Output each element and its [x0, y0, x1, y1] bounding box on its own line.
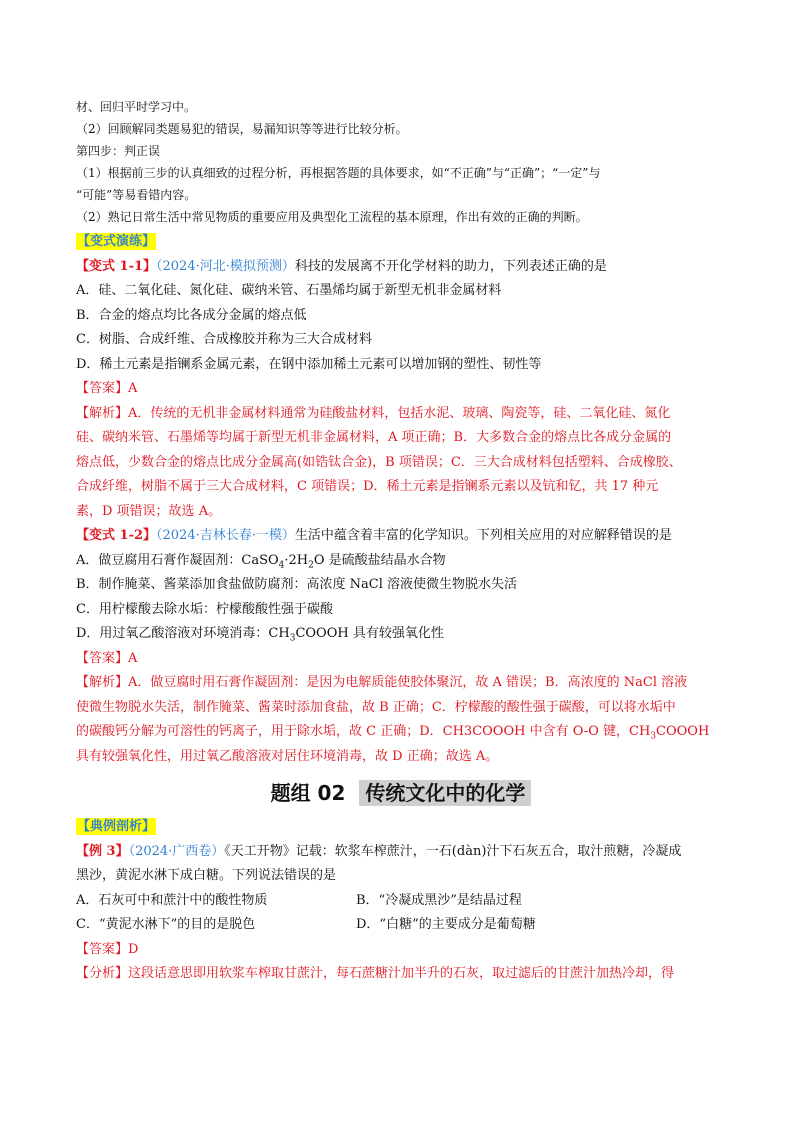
question-source: （2024·广西卷） [128, 843, 225, 859]
options-row-2 [76, 913, 726, 938]
question-1-1-stem [76, 255, 726, 280]
analysis-line-2: 硅、碳纳米管、石墨烯等均属于新型无机非金属材料，A 项正确；B．大多数合金的熔点比各成分金属的 [76, 430, 672, 445]
analysis-label: 【分析】 [76, 966, 129, 981]
question-1-2-stem [76, 524, 726, 549]
analysis-line-3: 的碳酸钙分解为可溶性的钙离子，用于除水垢，故 C 正确；D．CH3COOOH 中含有 O-O 键，$CH_3COOOH$ [76, 724, 710, 742]
option-d: D．稀土元素是指镧系金属元素，在钢中添加稀土元素可以增加钢的塑性、韧性等 [76, 356, 542, 372]
answer-label: 【答案】 [76, 381, 129, 396]
analysis-line-4: 合成纤维，树脂不属于三大合成材料，C 项错误；D．稀土元素是指镧系元素以及钪和钇，共 17 种元 [76, 479, 659, 494]
intro-line-2: （2）回顾解同类题易犯的错误，易漏知识等等进行比较分析。 [76, 122, 408, 136]
option-a: A．硅、二氧化硅、氮化硅、碳纳米管、石墨烯均属于新型无机非金属材料 [76, 283, 502, 298]
analysis-line-1: 【解析】A．传统的无机非金属材料通常为硅酸盐材料，包括水泥、玻璃、陶瓷等，硅、二氧化硅、氮化 [76, 405, 671, 421]
group-topic: 传统文化中的化学 [359, 780, 531, 806]
intro-line-1: 材、回归平时学习中。 [76, 100, 197, 114]
analysis-line-2: 使微生物脱水失活，制作腌菜、酱菜时添加食盐，故 B 正确；C．柠檬酸的酸性强于碳酸，可以将水垢中 [76, 699, 676, 715]
option-a: A．做豆腐用石膏作凝固剂：$CaSO_4\cdot 2H_2O$ 是硫酸盐结晶水合物 [76, 552, 446, 571]
analysis-line-3: 熔点低，少数合金的熔点比成分金属高(如锆钛合金)，B 项错误；C．三大合成材料包括塑料、合成橡胶、 [76, 454, 682, 470]
options-row-1 [76, 889, 726, 914]
answer [76, 938, 726, 963]
analysis-label: 【解析】 [76, 675, 129, 690]
answer-value: D [128, 941, 139, 957]
group-number: 题组 02 [270, 781, 346, 805]
answer-value: A [128, 650, 138, 666]
step-four-title: 第四步：判正误 [76, 144, 161, 158]
analysis-line-1: 【解析】A．做豆腐时用石膏作凝固剂：是因为电解质能使胶体聚沉，故 A 错误；B．高浓度的 NaCl 溶液 [76, 675, 688, 690]
option-c: C．树脂、合成纤维、合成橡胶并称为三大合成材料 [76, 332, 372, 347]
question-text: 生活中蕴含着丰富的化学知识。下列相关应用的对应解释错误的是 [294, 528, 672, 543]
example-section-label: 【典例剖析】 [77, 819, 156, 834]
answer [76, 377, 726, 402]
example-3-stem-line-2: 黑沙，黄泥水淋下成白糖。下列说法错误的是 [76, 868, 337, 883]
answer-value: A [128, 381, 138, 396]
intro-line-3: （1）根据前三步的认真细致的过程分析，再根据答题的具体要求，如“不正确”与“正确”；“一定”与 [76, 166, 601, 180]
question-tag: 【例 3】 [76, 843, 129, 859]
option-b: B．制作腌菜、酱菜添加食盐做防腐剂：高浓度 NaCl 溶液使微生物脱水失活 [76, 577, 518, 592]
option-b: B．合金的熔点均比各成分金属的熔点低 [76, 307, 307, 323]
question-tag: 【变式 1-2】 [76, 528, 157, 543]
intro-line-5: （2）熟记日常生活中常见物质的重要应用及典型化工流程的基本原理，作出有效的正确的判断。 [76, 210, 588, 224]
answer-label: 【答案】 [76, 650, 129, 666]
analysis-line-1: 【分析】这段话意思即用软浆车榨取甘蔗汁，每石蔗糖汁加半升的石灰，取过滤后的甘蔗汁加热冷却，得 [76, 966, 675, 981]
variant-section-label: 【变式演练】 [77, 234, 156, 249]
answer [76, 647, 726, 672]
example-3-stem-line-1: 【例 3】（2024·广西卷）《天工开物》记载：软浆车榨蔗汁，一石(dàn)汁下石灰五合，取汁煎糖，冷凝成 [76, 843, 682, 859]
question-source: （2024·河北·模拟预测） [156, 258, 295, 274]
page-content [76, 96, 726, 987]
option-c: C．“黄泥水淋下”的目的是脱色 [76, 917, 256, 932]
question-text: 科技的发展离不开化学材料的助力，下列表述正确的是 [294, 258, 607, 274]
analysis-line-5: 素，D 项错误；故选 A。 [76, 503, 222, 519]
option-d: D．用过氧乙酸溶液对环境消毒：$CH_3COOOH$ 具有较强氧化性 [76, 626, 444, 644]
question-tag: 【变式 1-1】 [76, 258, 157, 274]
option-d: D．“白糖”的主要成分是葡萄糖 [356, 917, 536, 932]
analysis-label: 【解析】 [76, 405, 129, 421]
analysis-line-4: 具有较强氧化性，用过氧乙酸溶液对居住环境消毒，故 D 正确；故选 A。 [76, 748, 499, 764]
option-c: C．用柠檬酸去除水垢：柠檬酸酸性强于碳酸 [76, 601, 333, 617]
intro-line-4: “可能”等易看错内容。 [76, 188, 197, 202]
option-b: B．“冷凝成黑沙”是结晶过程 [356, 892, 522, 908]
question-source: （2024·吉林长春·一模） [156, 528, 295, 543]
answer-label: 【答案】 [76, 941, 129, 957]
option-a: A．石灰可中和蔗汁中的酸性物质 [76, 892, 268, 908]
group-heading [76, 779, 726, 807]
